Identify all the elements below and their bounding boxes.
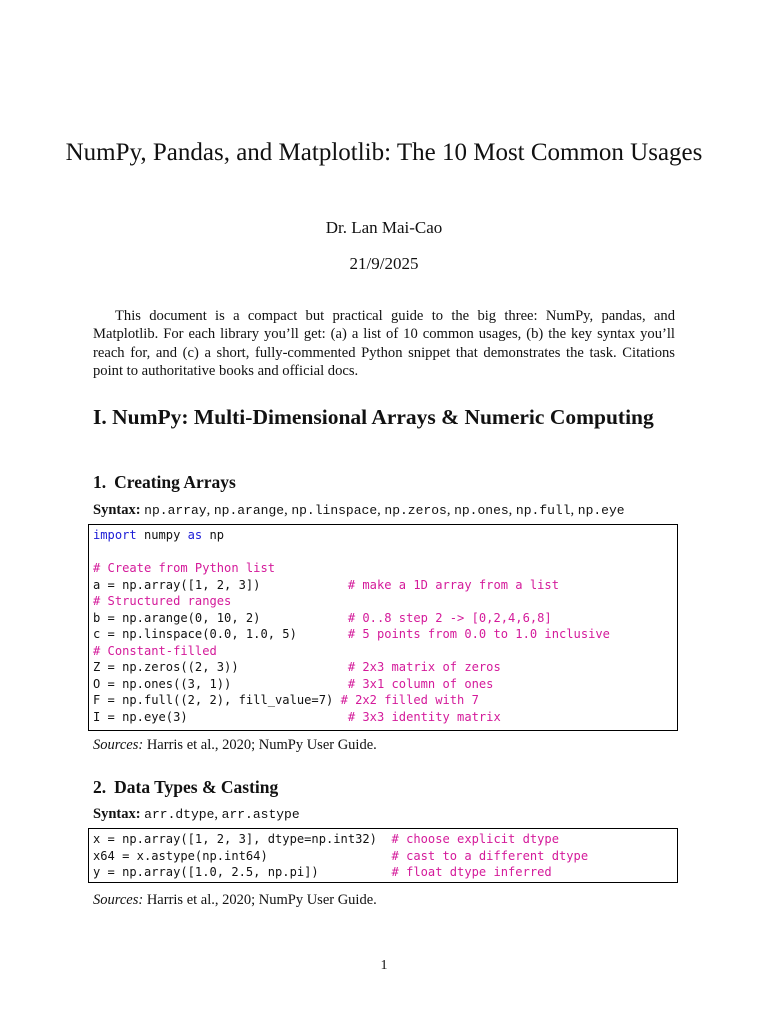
code-line (93, 560, 673, 577)
code-comment: # 2x3 matrix of zeros (347, 660, 501, 674)
code-block (88, 828, 678, 883)
code-text: b = np.arange(0, 10, 2) (93, 610, 348, 625)
code-text: Z = np.zeros((2, 3)) (93, 660, 348, 674)
syntax-label: Syntax: (93, 502, 141, 518)
code-comment: # choose explicit dtype (391, 832, 559, 846)
subsection-title: Data Types & Casting (114, 777, 279, 797)
abstract (93, 307, 675, 380)
subsection-number: 1. (93, 472, 107, 492)
syntax-label: Syntax: (93, 806, 141, 822)
code-comment: # float dtype inferred (391, 865, 552, 879)
code-text: c = np.linspace(0.0, 1.0, 5) (93, 627, 348, 641)
syntax-items: np.array, np.arange, np.linspace, np.zeros, np.ones, np.full, np.eye (144, 502, 625, 518)
syntax-item: np.arange (213, 503, 285, 518)
code-keyword: import (93, 528, 137, 542)
code-text: F = np.full((2, 2), fill_value=7) (93, 693, 341, 707)
code-block (88, 524, 678, 731)
code-line (93, 626, 673, 643)
code-text: np (202, 528, 225, 542)
code-keyword: as (187, 528, 203, 542)
sources-line (93, 737, 377, 754)
code-text: x = np.array([1, 2, 3], dtype=np.int32) (93, 832, 392, 846)
code-line (93, 864, 673, 881)
code-text: a = np.array([1, 2, 3]) (93, 577, 348, 592)
code-comment: # 0..8 step 2 -> [0,2,4,6,8] (347, 610, 552, 625)
code-line (93, 593, 673, 610)
abstract-text: This document is a compact but practical guide to the big three: NumPy, pandas, and Matplotlib. For each library you’ll get: (a) a list of 10 common usages, (b) the key syntax you’ll reach for, and (c) a short, fully-commented Python snippet that demonstrates the task. Citations point to authoritative books and official docs. (93, 308, 675, 379)
author-name: Dr. Lan Mai-Cao (325, 218, 443, 237)
sources-text: Harris et al., 2020; NumPy User Guide. (146, 892, 377, 908)
code-comment: # 3x3 identity matrix (347, 709, 501, 724)
document-title: NumPy, Pandas, and Matplotlib: The 10 Most Common Usages (65, 139, 703, 166)
syntax-item: np.linspace (291, 503, 378, 518)
sources-label: Sources: (93, 737, 144, 753)
syntax-item: arr.dtype (144, 807, 215, 822)
code-line (93, 527, 673, 544)
code-comment: # 5 points from 0.0 to 1.0 inclusive (347, 627, 610, 641)
code-text: numpy (136, 528, 188, 542)
section-heading: I. NumPy: Multi-Dimensional Arrays & Numeric Computing (93, 405, 654, 429)
code-text: O = np.ones((3, 1)) (93, 676, 348, 691)
code-line (93, 831, 673, 848)
code-line (93, 544, 673, 561)
sources-label: Sources: (93, 892, 144, 908)
syntax-item: np.full (515, 503, 571, 518)
syntax-item: np.zeros (384, 503, 447, 518)
subsection-title: Creating Arrays (114, 472, 236, 492)
syntax-item: np.array (144, 503, 207, 518)
subsection-heading (93, 776, 278, 798)
code-line (93, 692, 673, 709)
syntax-item: arr.astype (221, 807, 300, 822)
code-text: I = np.eye(3) (93, 709, 348, 724)
code-comment: # 3x1 column of ones (347, 676, 494, 691)
page-number: 1 (380, 958, 388, 973)
code-comment: # Create from Python list (93, 561, 276, 575)
code-line (93, 848, 673, 865)
code-line (93, 610, 673, 627)
code-line (93, 659, 673, 676)
document-date: 21/9/2025 (349, 254, 419, 273)
code-text: x64 = x.astype(np.int64) (93, 848, 392, 863)
code-comment: # make a 1D array from a list (347, 577, 559, 592)
syntax-item: np.ones (454, 503, 509, 518)
syntax-item: np.eye (577, 503, 625, 518)
code-comment: # 2x2 filled with 7 (340, 693, 479, 707)
code-comment: # Constant-filled (93, 643, 217, 658)
code-line (93, 577, 673, 594)
syntax-line (93, 501, 625, 520)
syntax-line (93, 805, 300, 824)
sources-line (93, 892, 377, 909)
subsection-number: 2. (93, 777, 107, 797)
code-line (93, 676, 673, 693)
code-line (93, 643, 673, 660)
code-text: y = np.array([1.0, 2.5, np.pi]) (93, 865, 392, 879)
subsection-heading (93, 471, 236, 493)
sources-text: Harris et al., 2020; NumPy User Guide. (146, 737, 377, 753)
code-comment: # Structured ranges (93, 594, 232, 608)
code-line (93, 709, 673, 726)
syntax-items: arr.dtype, arr.astype (144, 806, 300, 822)
code-comment: # cast to a different dtype (391, 848, 589, 863)
